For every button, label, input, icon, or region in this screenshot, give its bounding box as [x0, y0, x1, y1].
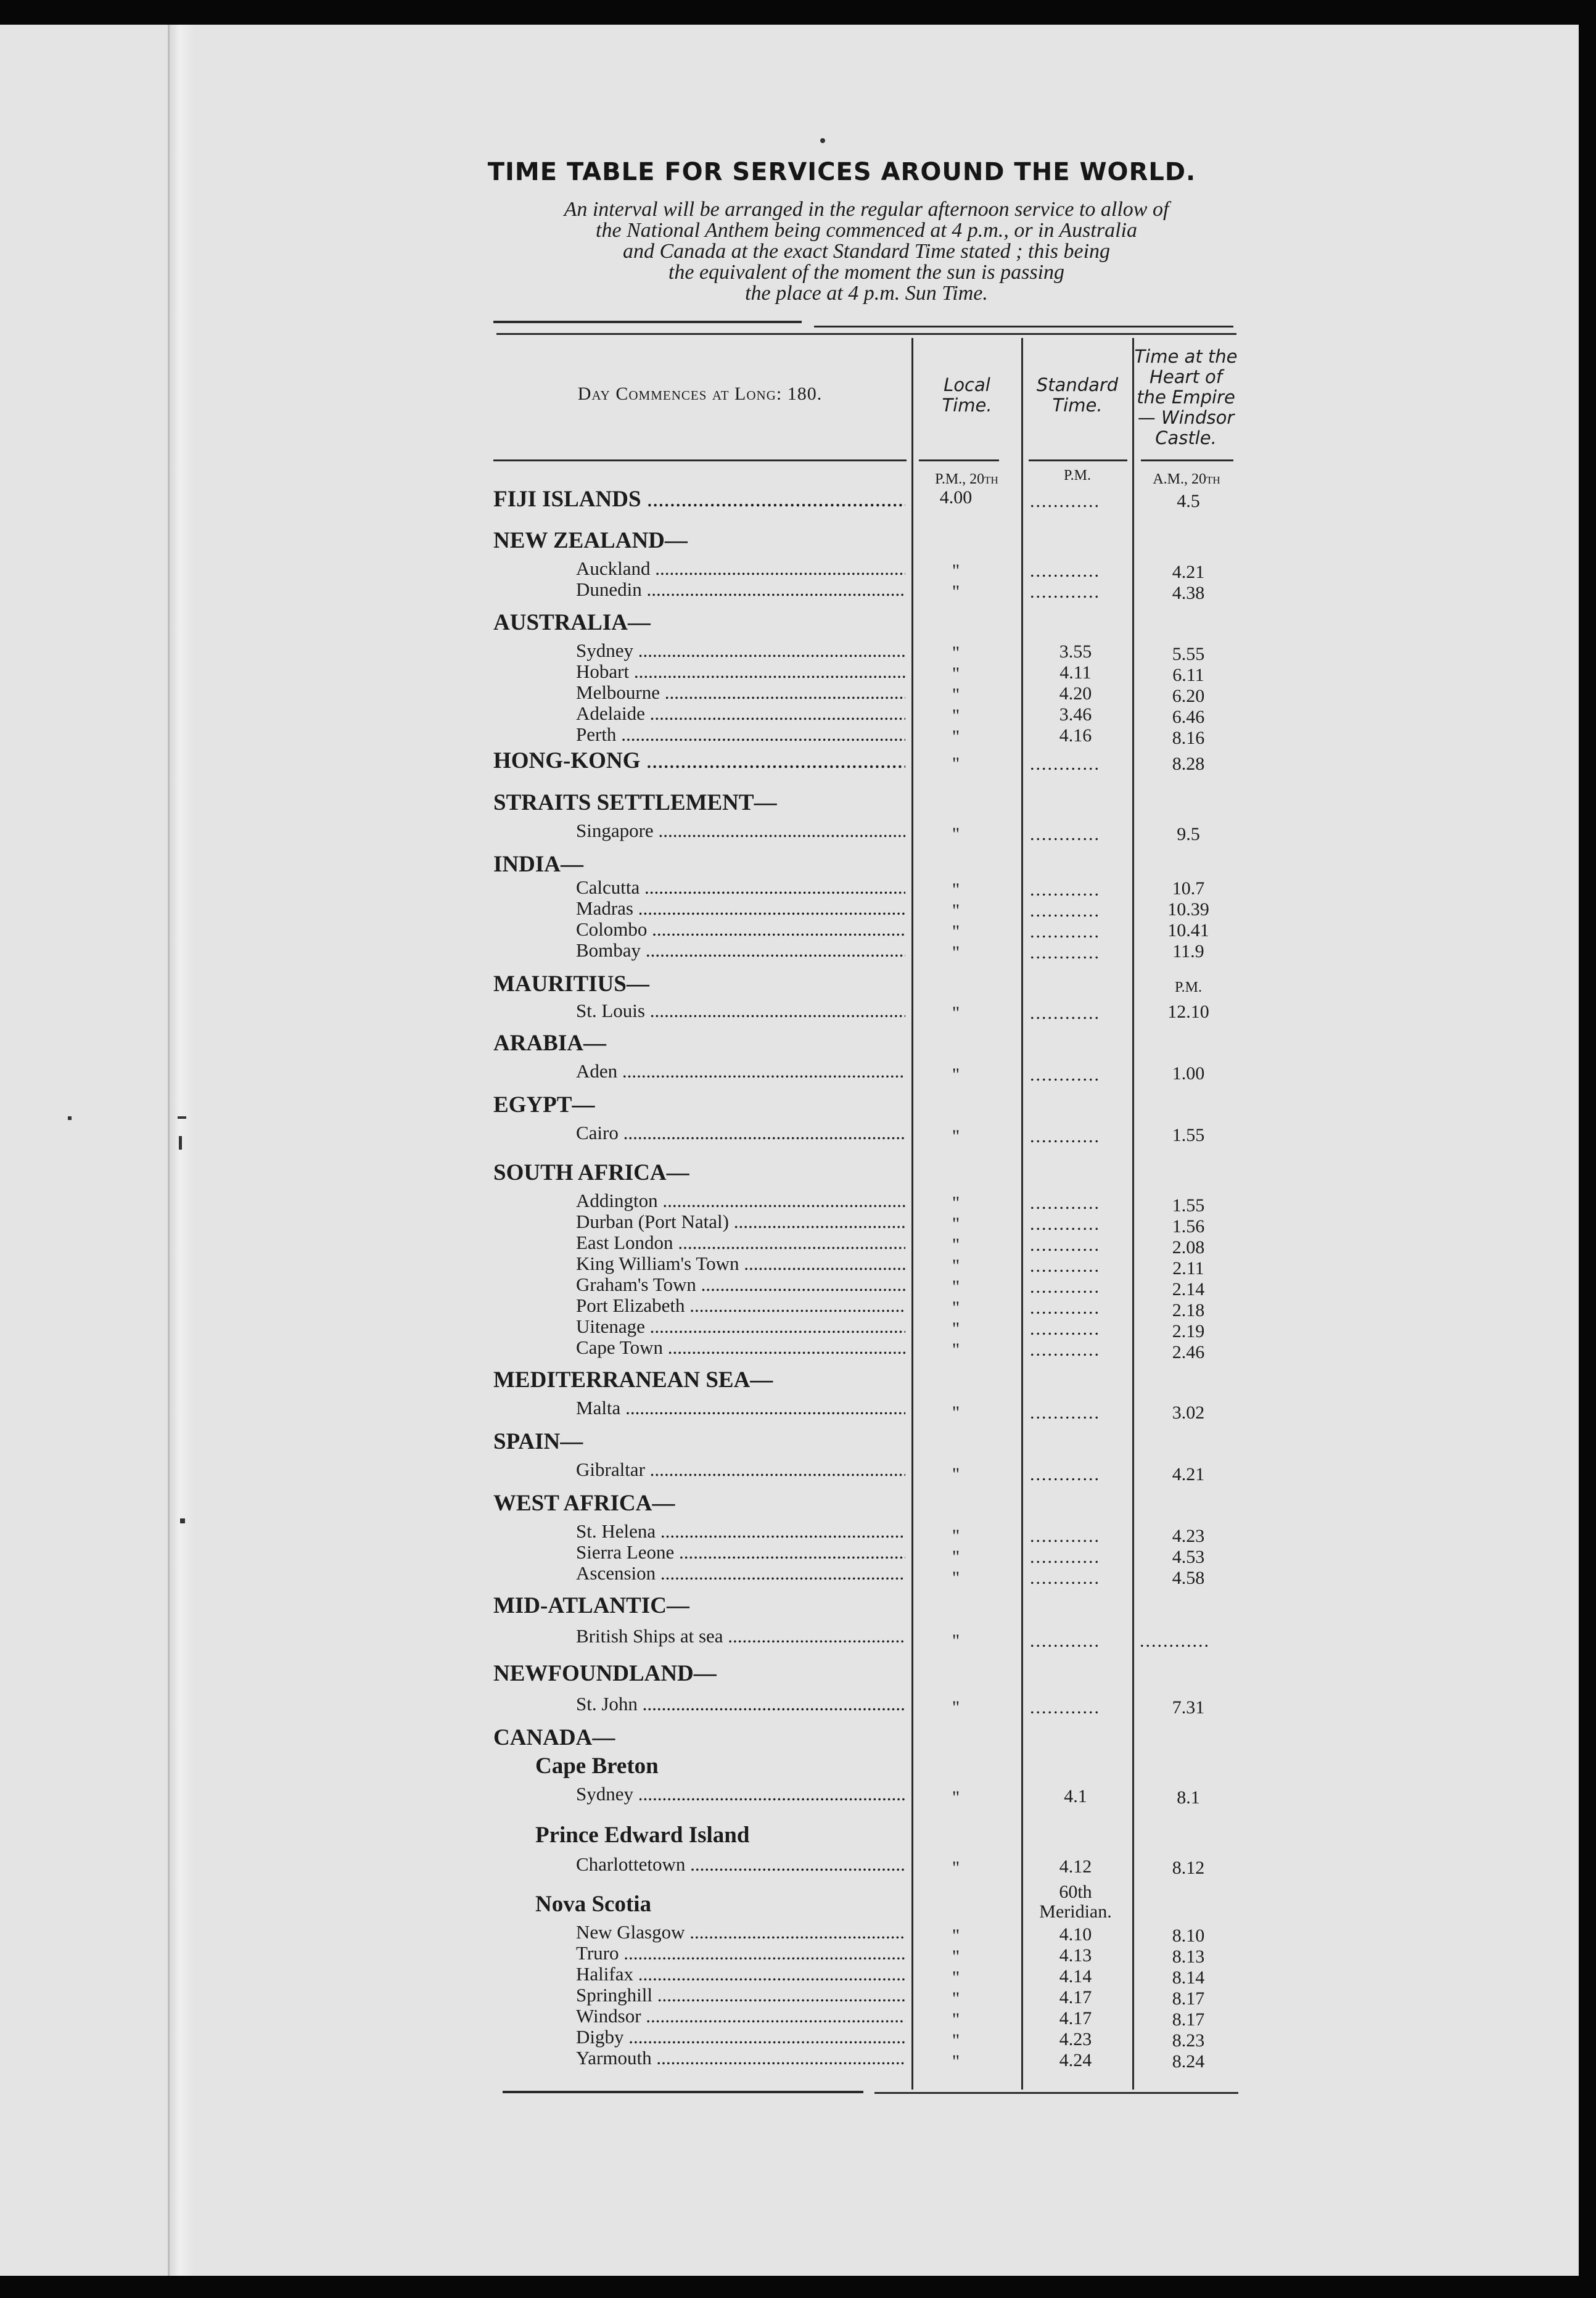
page-fold — [168, 25, 194, 2298]
standard-time-blank — [1022, 1235, 1129, 1256]
windsor-time: 2.18 — [1172, 1300, 1205, 1320]
place-name: Malta ..... — [576, 1398, 905, 1419]
standard-time-blank — [1022, 1340, 1129, 1361]
windsor-unit-pm: P.M. — [1174, 979, 1203, 995]
windsor-time: 4.23 — [1172, 1526, 1205, 1546]
intro-line: the National Anthem being commenced at 4 p.m., or in Australia — [596, 219, 1137, 242]
standard-time-blank — [1022, 1214, 1129, 1235]
place-name: Port Elizabeth ..... — [576, 1295, 905, 1316]
header-line: Heart of — [1150, 366, 1222, 387]
standard-time-header — [1024, 375, 1131, 416]
windsor-time: 8.17 — [1172, 2009, 1205, 2030]
ditto-mark: " — [952, 1277, 960, 1297]
windsor-time: 12.10 — [1167, 1002, 1209, 1022]
standard-time-blank — [1022, 942, 1129, 963]
place-name: Aden ..... — [576, 1061, 905, 1082]
windsor-time: 8.12 — [1172, 1858, 1205, 1878]
ditto-mark: " — [952, 643, 960, 663]
intro-line: An interval will be arranged in the regular afternoon service to allow of — [564, 198, 1169, 221]
ditto-mark: " — [952, 942, 960, 963]
windsor-time: 7.31 — [1172, 1697, 1205, 1718]
ditto-mark: " — [952, 1925, 960, 1946]
header-line: — Windsor — [1137, 407, 1235, 428]
place-name: Windsor ..... — [576, 2006, 905, 2027]
ditto-mark: " — [952, 2051, 960, 2072]
windsor-time: 2.11 — [1172, 1258, 1204, 1279]
rule — [1029, 459, 1127, 461]
place-name: British Ships at sea ..... — [576, 1626, 905, 1647]
place-name: Hobart ..... — [576, 661, 905, 682]
standard-time-blank — [1022, 1256, 1129, 1277]
place-name: Graham's Town ..... — [576, 1274, 905, 1295]
standard-time: 3.55 — [1059, 641, 1092, 662]
windsor-time: 10.41 — [1167, 920, 1209, 941]
windsor-time: 8.17 — [1172, 1988, 1205, 2009]
scan-speck — [820, 138, 825, 143]
windsor-time: 6.46 — [1172, 707, 1205, 727]
ditto-mark: " — [952, 582, 960, 602]
region-newfoundland: NEWFOUNDLAND— — [493, 1661, 717, 1686]
place-name: Uitenage ..... — [576, 1316, 905, 1337]
place-name: Calcutta ..... — [576, 877, 905, 898]
header-line: Castle. — [1155, 427, 1217, 448]
place-name: Truro ..... — [576, 1943, 905, 1964]
ditto-mark: " — [952, 1526, 960, 1546]
windsor-time: 8.28 — [1172, 754, 1205, 774]
windsor-time: 2.08 — [1172, 1237, 1205, 1258]
standard-time: 4.20 — [1059, 683, 1092, 704]
windsor-time: 10.7 — [1172, 878, 1205, 899]
ditto-mark: " — [952, 1464, 960, 1485]
region-india: INDIA— — [493, 852, 583, 877]
windsor-time: 8.14 — [1172, 1967, 1205, 1988]
windsor-time: 11.9 — [1172, 941, 1204, 962]
ditto-mark: " — [952, 1697, 960, 1718]
rule — [493, 459, 907, 461]
place-name: Singapore ..... — [576, 820, 905, 841]
ditto-mark: " — [952, 1946, 960, 1967]
ditto-mark: " — [952, 2009, 960, 2030]
place-name: Adelaide ..... — [576, 703, 905, 724]
header-line: Time. — [942, 395, 992, 416]
ditto-mark: " — [952, 1126, 960, 1147]
standard-time-blank — [1022, 1003, 1129, 1024]
windsor-time: 4.21 — [1172, 562, 1205, 582]
place-name: Colombo ..... — [576, 919, 905, 940]
standard-time-blank — [1022, 1568, 1129, 1589]
place-name: St. John ..... — [576, 1694, 905, 1715]
place-name: Gibraltar ..... — [576, 1459, 905, 1480]
windsor-time: 6.20 — [1172, 686, 1205, 706]
windsor-time: 2.19 — [1172, 1321, 1205, 1341]
place-name: New Glasgow ..... — [576, 1922, 905, 1943]
scan-speck — [180, 1518, 185, 1523]
day-column-header: Day Commences at Long: 180. — [577, 384, 823, 404]
place-name: St. Louis ..... — [576, 1000, 905, 1021]
province-cape-breton: Cape Breton — [535, 1753, 659, 1779]
standard-time-blank — [1022, 1464, 1129, 1485]
rule — [493, 321, 802, 323]
rule — [1141, 459, 1233, 461]
windsor-time: 2.46 — [1172, 1342, 1205, 1362]
header-line: Standard — [1036, 374, 1119, 395]
ditto-mark: " — [952, 1402, 960, 1423]
region-west-africa: WEST AFRICA— — [493, 1491, 675, 1516]
header-line: Time. — [1052, 395, 1103, 416]
windsor-time: 1.55 — [1172, 1195, 1205, 1216]
windsor-time: 4.21 — [1172, 1464, 1205, 1485]
intro-line: and Canada at the exact Standard Time stated ; this being — [622, 240, 1111, 263]
windsor-unit-am: A.M., 20th — [1153, 471, 1220, 487]
standard-time-blank — [1022, 1631, 1129, 1652]
windsor-time: 2.14 — [1172, 1279, 1205, 1299]
ditto-mark: " — [952, 1193, 960, 1213]
ditto-mark: " — [952, 754, 960, 774]
region-fiji: FIJI ISLANDS ..... — [493, 487, 905, 512]
standard-time-blank — [1022, 491, 1129, 512]
windsor-time: 8.24 — [1172, 2051, 1205, 2072]
standard-time-blank — [1022, 824, 1129, 845]
local-time: 4.00 — [939, 487, 973, 508]
standard-time-blank — [1022, 1319, 1129, 1340]
place-name: Auckland ..... — [576, 558, 905, 579]
place-name: Ascension ..... — [576, 1563, 905, 1584]
ditto-mark: " — [952, 1235, 960, 1255]
rule — [503, 2091, 863, 2093]
region-straits-settlement: STRAITS SETTLEMENT— — [493, 790, 777, 815]
page-title: TIME TABLE FOR SERVICES AROUND THE WORLD. — [487, 158, 1196, 186]
meridian-note — [1022, 1882, 1129, 1922]
intro-line: the equivalent of the moment the sun is passing — [668, 261, 1065, 284]
standard-time: 4.16 — [1059, 725, 1092, 746]
ditto-mark: " — [952, 1988, 960, 2009]
place-name: Madras ..... — [576, 898, 905, 919]
place-name: Melbourne ..... — [576, 682, 905, 703]
ditto-mark: " — [952, 1568, 960, 1588]
ditto-mark: " — [952, 1967, 960, 1988]
ditto-mark: " — [952, 664, 960, 684]
standard-time-blank — [1022, 900, 1129, 921]
windsor-time: 6.11 — [1172, 665, 1204, 685]
column-divider — [1132, 338, 1134, 2090]
ditto-mark: " — [952, 1003, 960, 1023]
ditto-mark: " — [952, 1340, 960, 1360]
windsor-time: 8.16 — [1172, 728, 1205, 748]
intro-paragraph — [481, 199, 1252, 304]
place-name: Sydney ..... — [576, 640, 905, 661]
region-new-zealand: NEW ZEALAND— — [493, 528, 688, 553]
place-name: Digby ..... — [576, 2027, 905, 2048]
place-name: Sierra Leone ..... — [576, 1542, 905, 1563]
place-name: Perth ..... — [576, 724, 905, 745]
rule — [874, 2092, 1238, 2094]
standard-unit: P.M. — [1063, 467, 1092, 484]
windsor-time: 8.13 — [1172, 1946, 1205, 1967]
place-name: Addington ..... — [576, 1190, 905, 1211]
scan-border — [0, 2276, 1596, 2298]
standard-time-blank — [1022, 561, 1129, 582]
region-mid-atlantic: MID-ATLANTIC— — [493, 1593, 689, 1618]
region-australia: AUSTRALIA— — [493, 610, 651, 635]
scan-speck — [68, 1116, 72, 1120]
place-name: Dunedin ..... — [576, 579, 905, 600]
ditto-mark: " — [952, 685, 960, 705]
ditto-mark: " — [952, 1787, 960, 1808]
region-mediterranean: MEDITERRANEAN SEA— — [493, 1367, 773, 1393]
header-line: the Empire — [1137, 387, 1235, 408]
windsor-time: 10.39 — [1167, 899, 1209, 920]
standard-time-blank — [1022, 1065, 1129, 1085]
place-name: Cape Town ..... — [576, 1337, 905, 1358]
windsor-time: 4.53 — [1172, 1547, 1205, 1567]
ditto-mark: " — [952, 879, 960, 900]
ditto-mark: " — [952, 727, 960, 747]
windsor-time: 1.56 — [1172, 1216, 1205, 1237]
standard-time: 4.11 — [1059, 662, 1092, 683]
ditto-mark: " — [952, 921, 960, 942]
ditto-mark: " — [952, 561, 960, 581]
standard-time-blank — [1022, 1526, 1129, 1547]
place-name: Halifax ..... — [576, 1964, 905, 1985]
place-name: St. Helena ..... — [576, 1521, 905, 1542]
windsor-time: 8.23 — [1172, 2030, 1205, 2051]
ditto-mark: " — [952, 1298, 960, 1318]
windsor-time: 4.38 — [1172, 583, 1205, 603]
place-name: Yarmouth ..... — [576, 2048, 905, 2069]
region-arabia: ARABIA— — [493, 1031, 606, 1056]
standard-time: 4.13 — [1059, 1945, 1092, 1966]
windsor-time: 8.10 — [1172, 1925, 1205, 1946]
standard-time: 4.12 — [1059, 1856, 1092, 1877]
windsor-time-header — [1133, 347, 1238, 448]
province-prince-edward-island: Prince Edward Island — [535, 1822, 750, 1848]
ditto-mark: " — [952, 900, 960, 921]
standard-time-blank — [1022, 1402, 1129, 1423]
rule — [814, 326, 1233, 327]
place-name: Bombay ..... — [576, 940, 905, 961]
standard-time-blank — [1022, 1126, 1129, 1147]
scan-speck — [178, 1116, 186, 1119]
meridian-line: 60th — [1059, 1882, 1092, 1902]
region-mauritius: MAURITIUS— — [493, 971, 649, 997]
standard-time: 4.23 — [1059, 2029, 1092, 2049]
windsor-time: 4.5 — [1177, 491, 1200, 511]
standard-time: 4.17 — [1059, 2008, 1092, 2028]
place-name: Durban (Port Natal) ..... — [576, 1211, 905, 1232]
standard-time-blank — [1022, 1193, 1129, 1214]
standard-time: 4.24 — [1059, 2050, 1092, 2070]
ditto-mark: " — [952, 706, 960, 726]
place-name: King William's Town ..... — [576, 1253, 905, 1274]
ditto-mark: " — [952, 1547, 960, 1567]
standard-time: 3.46 — [1059, 704, 1092, 725]
province-nova-scotia: Nova Scotia — [535, 1892, 652, 1917]
standard-time-blank — [1022, 921, 1129, 942]
windsor-time: 1.55 — [1172, 1125, 1205, 1145]
windsor-time: 8.1 — [1177, 1787, 1200, 1808]
windsor-time: 1.00 — [1172, 1063, 1205, 1084]
local-time-header — [915, 375, 1019, 416]
place-name: East London ..... — [576, 1232, 905, 1253]
region-egypt: EGYPT— — [493, 1092, 595, 1118]
standard-time-blank — [1022, 754, 1129, 775]
intro-line: the place at 4 p.m. Sun Time. — [745, 282, 988, 305]
standard-time-blank — [1022, 1697, 1129, 1718]
region-canada: CANADA— — [493, 1725, 615, 1750]
standard-time-blank — [1022, 1277, 1129, 1298]
ditto-mark: " — [952, 1319, 960, 1339]
local-unit: P.M., 20th — [935, 471, 998, 487]
standard-time-blank — [1022, 582, 1129, 603]
ditto-mark: " — [952, 1858, 960, 1878]
standard-time: 4.10 — [1059, 1924, 1092, 1945]
region-spain: SPAIN— — [493, 1429, 583, 1454]
windsor-time: 5.55 — [1172, 644, 1205, 664]
ditto-mark: " — [952, 2030, 960, 2051]
windsor-time: 3.02 — [1172, 1402, 1205, 1423]
standard-time-blank — [1022, 879, 1129, 900]
place-name: Springhill ..... — [576, 1985, 905, 2006]
ditto-mark: " — [952, 824, 960, 844]
place-name: Sydney ..... — [576, 1784, 905, 1805]
standard-time: 4.14 — [1059, 1966, 1092, 1987]
standard-time: 4.1 — [1064, 1786, 1087, 1806]
ditto-mark: " — [952, 1214, 960, 1234]
meridian-line: Meridian. — [1039, 1901, 1112, 1922]
header-line: Local — [944, 374, 990, 395]
standard-time-blank — [1022, 1547, 1129, 1568]
windsor-time: 9.5 — [1177, 824, 1200, 844]
region-south-africa: SOUTH AFRICA— — [493, 1160, 689, 1185]
place-name: Cairo ..... — [576, 1122, 905, 1143]
standard-time-blank — [1022, 1298, 1129, 1319]
scan-speck — [179, 1136, 182, 1150]
ditto-mark: " — [952, 1065, 960, 1085]
rule — [919, 459, 999, 461]
header-line: Time at the — [1134, 346, 1238, 367]
region-hong-kong: HONG-KONG ..... — [493, 749, 905, 773]
rule — [496, 333, 1236, 335]
windsor-time: 4.58 — [1172, 1568, 1205, 1588]
ditto-mark: " — [952, 1256, 960, 1276]
standard-time: 4.17 — [1059, 1987, 1092, 2008]
windsor-time-blank — [1140, 1631, 1232, 1652]
ditto-mark: " — [952, 1631, 960, 1651]
place-name: Charlottetown ..... — [576, 1854, 905, 1875]
